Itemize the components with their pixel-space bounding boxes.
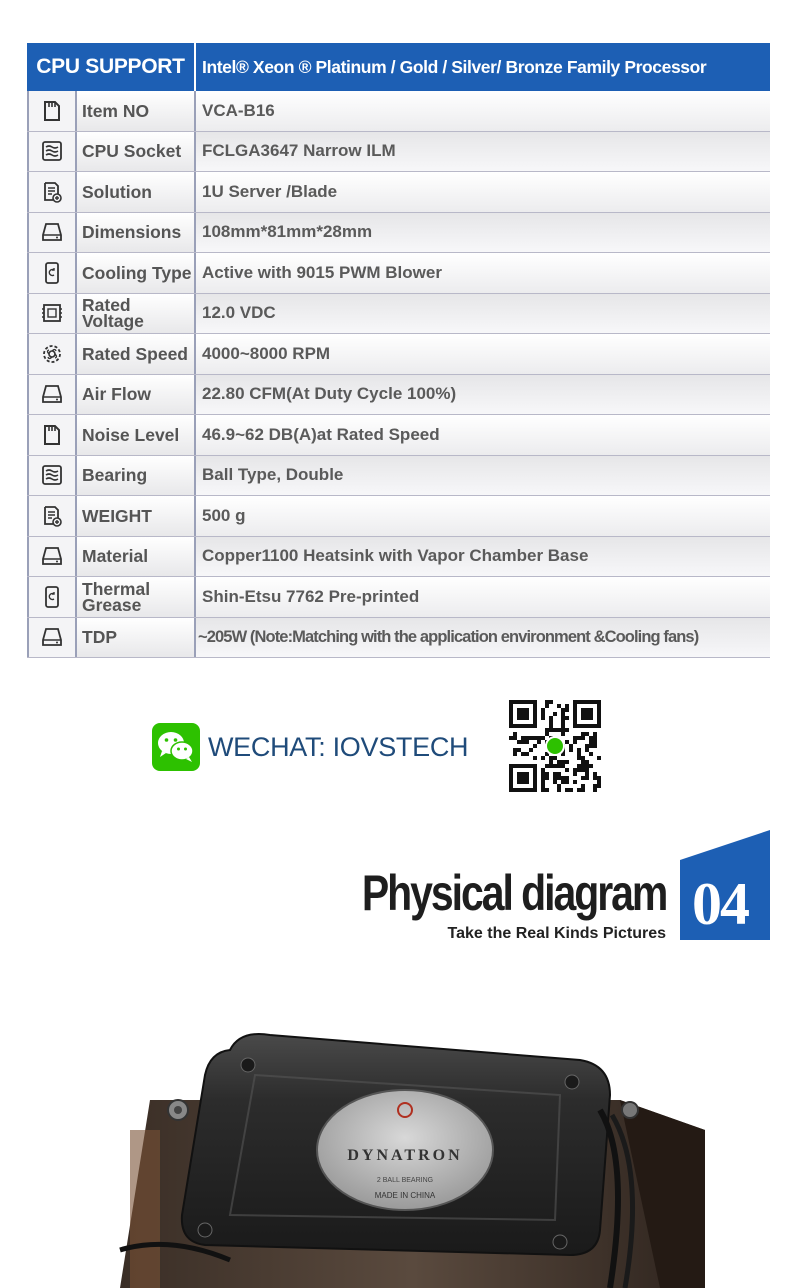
photo-label-line2: MADE IN CHINA (374, 1191, 436, 1200)
table-rows (27, 91, 770, 658)
table-row (27, 415, 770, 456)
phone-refresh-icon (40, 261, 64, 285)
row-value: 108mm*81mm*28mm (196, 213, 770, 253)
row-icon-cell (27, 618, 77, 658)
row-value: Active with 9015 PWM Blower (196, 253, 770, 293)
row-value: VCA-B16 (196, 91, 770, 131)
table-row (27, 132, 770, 173)
heat-waves-icon (40, 139, 64, 163)
table-row (27, 91, 770, 132)
row-label: Item NO (77, 91, 196, 131)
table-row (27, 496, 770, 537)
sd-card-icon (40, 99, 64, 123)
product-photo (0, 1020, 800, 1288)
qr-code-icon[interactable] (509, 700, 601, 792)
table-row (27, 213, 770, 254)
row-value: ~205W (Note:Matching with the application environment &Cooling fans) (196, 618, 770, 658)
table-row (27, 294, 770, 335)
fan-gear-icon (40, 342, 64, 366)
row-label: Thermal Grease (77, 577, 196, 617)
row-value: 500 g (196, 496, 770, 536)
row-value: 1U Server /Blade (196, 172, 770, 212)
hard-drive-icon (40, 544, 64, 568)
row-icon-cell (27, 294, 77, 334)
row-label: Solution (77, 172, 196, 212)
row-value: 4000~8000 RPM (196, 334, 770, 374)
row-icon-cell (27, 91, 77, 131)
row-icon-cell (27, 537, 77, 577)
row-label: Rated Speed (77, 334, 196, 374)
table-header (27, 43, 770, 91)
row-icon-cell (27, 456, 77, 496)
heat-waves-icon (40, 463, 64, 487)
row-label: TDP (77, 618, 196, 658)
section-number: 04 (692, 871, 748, 937)
photo-logo-text: DYNATRON (347, 1147, 463, 1164)
row-value: Ball Type, Double (196, 456, 770, 496)
section-subtitle: Take the Real Kinds Pictures (447, 925, 666, 942)
row-value: Shin-Etsu 7762 Pre-printed (196, 577, 770, 617)
row-label: Rated Voltage (77, 294, 196, 334)
hard-drive-icon (40, 382, 64, 406)
sd-card-icon (40, 423, 64, 447)
wechat-icon (152, 723, 200, 771)
photo-label-line1: 2 BALL BEARING (376, 1177, 434, 1184)
phone-refresh-icon (40, 585, 64, 609)
table-row (27, 618, 770, 659)
hard-drive-icon (40, 220, 64, 244)
spec-table (27, 43, 770, 658)
row-icon-cell (27, 375, 77, 415)
table-row (27, 172, 770, 213)
row-label: Bearing (77, 456, 196, 496)
row-label: CPU Socket (77, 132, 196, 172)
wechat-id-text: WECHAT: IOVSTECH (208, 732, 469, 762)
document-add-icon (40, 504, 64, 528)
row-label: Dimensions (77, 213, 196, 253)
row-value: 46.9~62 DB(A)at Rated Speed (196, 415, 770, 455)
table-row (27, 375, 770, 416)
row-label: Cooling Type (77, 253, 196, 293)
hard-drive-icon (40, 625, 64, 649)
row-label: Material (77, 537, 196, 577)
table-row (27, 253, 770, 294)
header-value: Intel® Xeon ® Platinum / Gold / Silver/ Bronze Family Processor (196, 43, 770, 91)
table-row (27, 577, 770, 618)
document-add-icon (40, 180, 64, 204)
section-title: Physical diagram (361, 865, 666, 921)
row-value: FCLGA3647 Narrow ILM (196, 132, 770, 172)
row-value: 12.0 VDC (196, 294, 770, 334)
wechat-contact (152, 700, 612, 795)
row-label: Air Flow (77, 375, 196, 415)
row-icon-cell (27, 415, 77, 455)
table-row (27, 456, 770, 497)
row-value: Copper1100 Heatsink with Vapor Chamber Base (196, 537, 770, 577)
row-icon-cell (27, 496, 77, 536)
header-label: CPU SUPPORT (27, 43, 196, 91)
table-row (27, 334, 770, 375)
row-label: WEIGHT (77, 496, 196, 536)
row-icon-cell (27, 577, 77, 617)
row-icon-cell (27, 334, 77, 374)
row-label: Noise Level (77, 415, 196, 455)
row-icon-cell (27, 213, 77, 253)
row-icon-cell (27, 132, 77, 172)
table-row (27, 537, 770, 578)
row-value: 22.80 CFM(At Duty Cycle 100%) (196, 375, 770, 415)
section-heading (360, 830, 770, 945)
row-icon-cell (27, 172, 77, 212)
chip-icon (40, 301, 64, 325)
row-icon-cell (27, 253, 77, 293)
